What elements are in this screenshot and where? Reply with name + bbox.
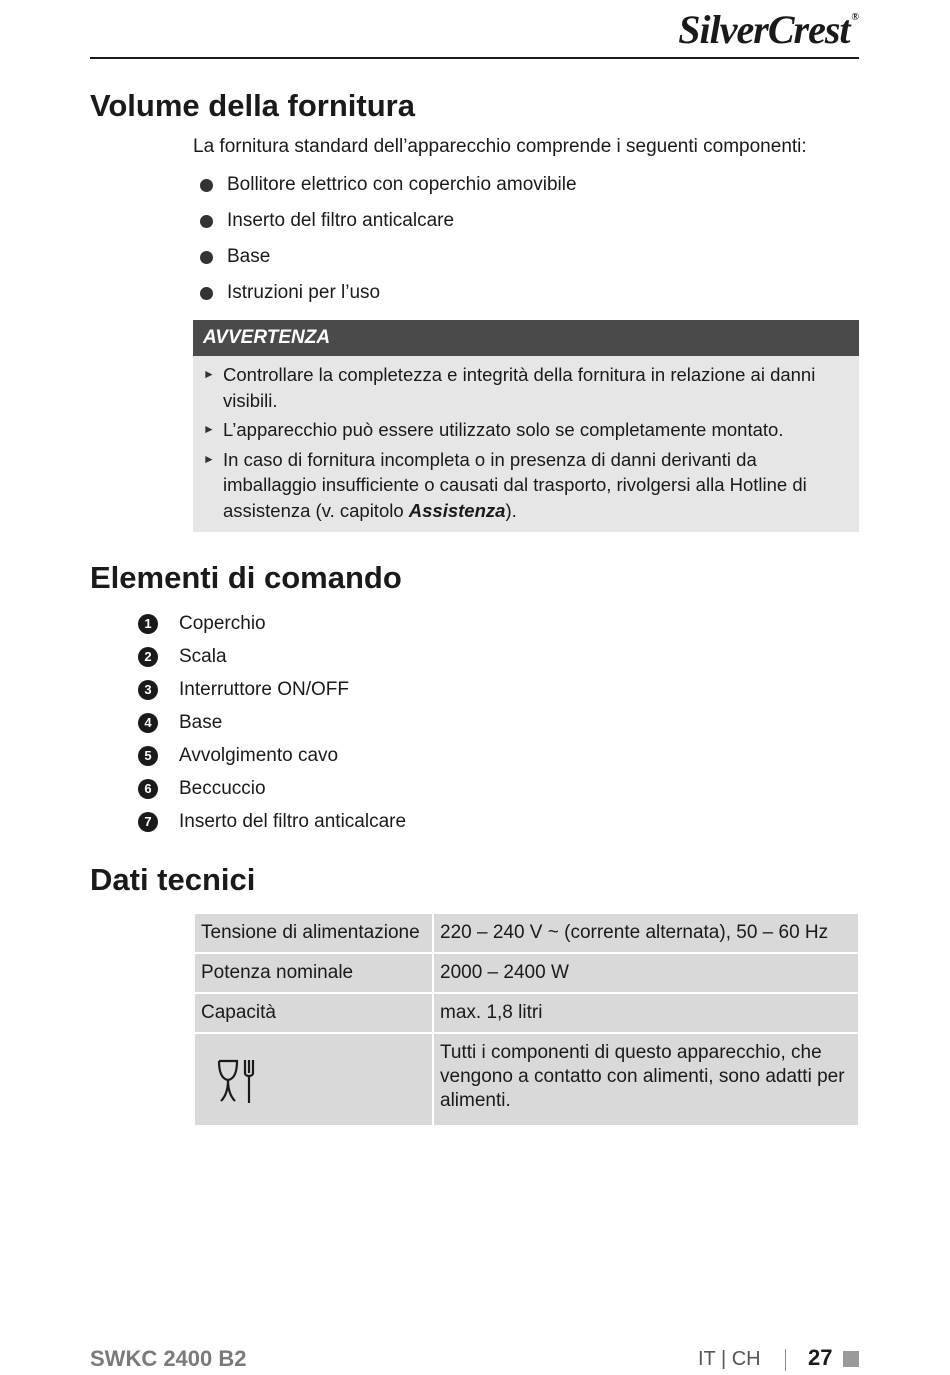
warning-item: ► Controllare la completezza e integrità della fornitura in relazione ai danni visibili. — [203, 362, 847, 413]
number-badge: 6 — [138, 779, 158, 799]
list-item: 7 Inserto del filtro anticalcare — [138, 805, 406, 838]
list-item: 3 Interruttore ON/OFF — [138, 673, 406, 706]
number-badge: 1 — [138, 614, 158, 634]
number-badge: 2 — [138, 647, 158, 667]
warning-body — [193, 356, 859, 532]
table-row: Tensione di alimentazione 220 – 240 V ~ (corrente alternata), 50 – 60 Hz — [195, 914, 858, 952]
footer-model: SWKC 2400 B2 — [90, 1346, 247, 1371]
square-icon — [843, 1351, 859, 1367]
number-badge: 3 — [138, 680, 158, 700]
bullet-icon — [200, 179, 213, 192]
bullet-icon — [200, 287, 213, 300]
tech-data-table — [193, 912, 860, 1127]
warning-box — [193, 320, 859, 532]
food-safe-icon — [215, 1057, 261, 1107]
warning-heading: AVVERTENZA — [193, 320, 859, 356]
list-item: 6 Beccuccio — [138, 772, 406, 805]
warning-item: ► L’apparecchio può essere utilizzato solo se completamente montato. — [203, 417, 847, 443]
table-row: Capacità max. 1,8 litri — [195, 994, 858, 1032]
list-item: Base — [200, 244, 577, 280]
section-title-delivery: Volume della fornitura — [90, 88, 415, 123]
list-item: 1 Coperchio — [138, 607, 406, 640]
page-number: 27 — [808, 1345, 833, 1370]
controls-list — [138, 607, 406, 838]
brand-logo: SilverCrest ® — [678, 7, 858, 52]
delivery-list — [200, 172, 577, 316]
table-row: Potenza nominale 2000 – 2400 W — [195, 954, 858, 992]
assistenza-ref: Assistenza — [408, 499, 506, 521]
table-row — [195, 1034, 858, 1125]
section-title-controls: Elementi di comando — [90, 560, 402, 595]
delivery-intro: La fornitura standard dell’apparecchio comprende i seguenti componenti: — [193, 136, 807, 157]
list-item: 2 Scala — [138, 640, 406, 673]
number-badge: 4 — [138, 713, 158, 733]
header-rule — [90, 57, 859, 59]
number-badge: 5 — [138, 746, 158, 766]
warning-item: ► In caso di fornitura incompleta o in presenza di danni derivanti da imballaggio insufficiente o causati dal trasporto, rivolgersi alla Hotline di assistenza (v. capitolo Assistenza). — [203, 447, 847, 524]
list-item: Inserto del filtro anticalcare — [200, 208, 577, 244]
section-title-tech: Dati tecnici — [90, 862, 256, 897]
arrow-right-icon: ► — [203, 367, 215, 381]
list-item: Istruzioni per l’uso — [200, 280, 577, 316]
footer-lang: IT | CH — [698, 1348, 761, 1370]
bullet-icon — [200, 215, 213, 228]
arrow-right-icon: ► — [203, 422, 215, 436]
arrow-right-icon: ► — [203, 451, 215, 466]
list-item: Bollitore elettrico con coperchio amovibile — [200, 172, 577, 208]
bullet-icon — [200, 251, 213, 264]
footer-divider — [785, 1349, 786, 1371]
list-item: 5 Avvolgimento cavo — [138, 739, 406, 772]
food-safe-text: Tutti i componenti di questo apparecchio, che vengono a contatto con alimenti, sono adatti per alimenti. — [434, 1034, 858, 1125]
number-badge: 7 — [138, 812, 158, 832]
list-item: 4 Base — [138, 706, 406, 739]
